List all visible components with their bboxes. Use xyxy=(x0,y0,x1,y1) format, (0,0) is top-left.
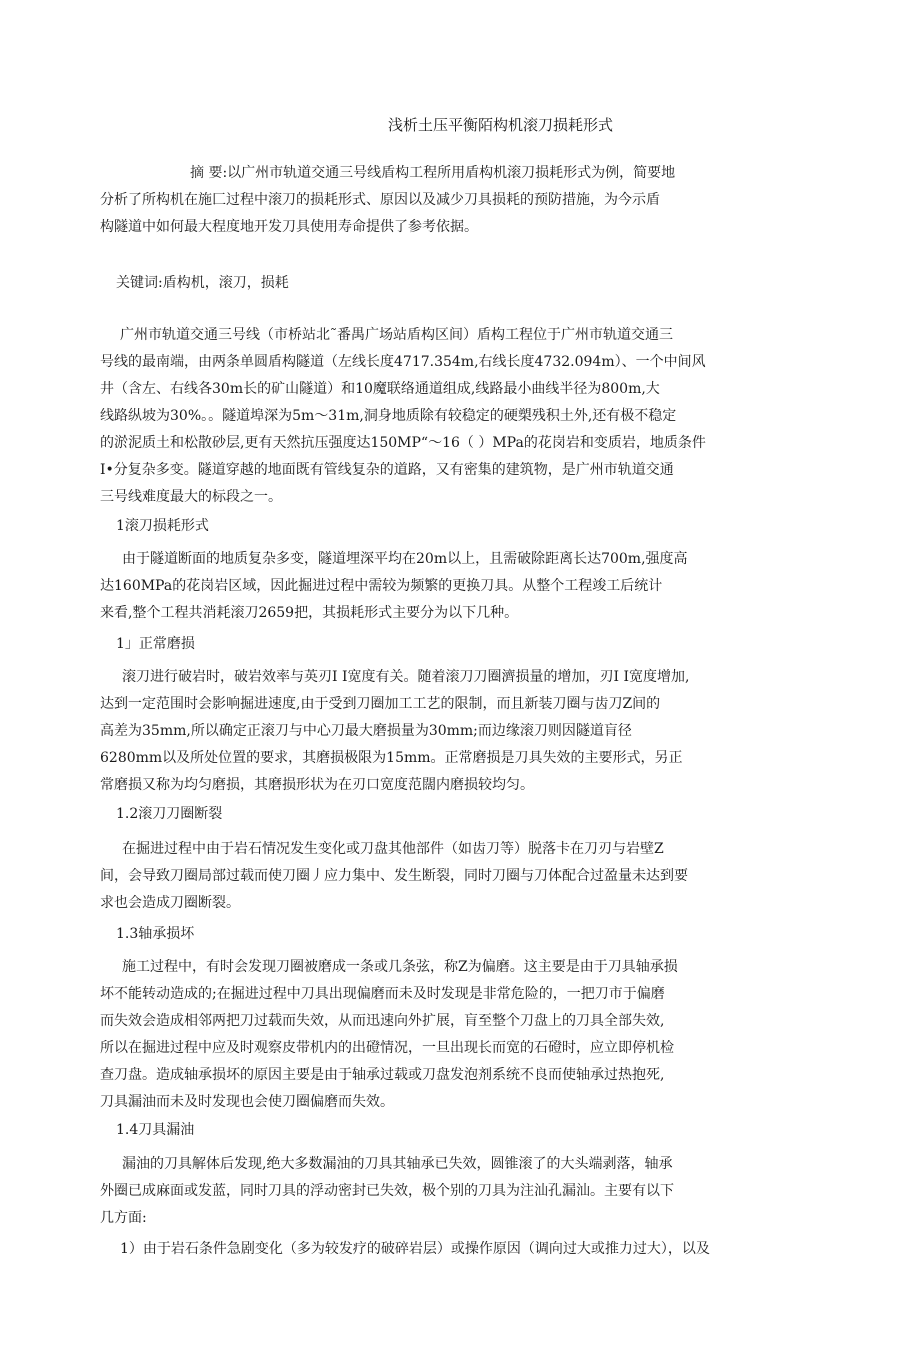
paragraph-line: 查刀盘。造成轴承损坏的原因主要是由于轴承过载或刀盘发泡剂系统不良而使轴承过热抱死, xyxy=(100,1067,665,1083)
section-heading: 1滚刀损耗形式 xyxy=(116,518,209,534)
paragraph-line: 由于隧道断面的地质复杂多变，隧道埋深平均在20m以上，且需破除距离长达700m,强度高 xyxy=(122,551,688,567)
paragraph-line: 漏油的刀具解体后发现,绝大多数漏油的刀具其轴承已失效，圆锥滚了的大头端剥落，轴承 xyxy=(122,1156,673,1172)
abstract-line: 构隧道中如何最大程度地开发刀具使用寿命提供了参考依据。 xyxy=(100,219,478,235)
paragraph-line: 6280mm以及所处位置的要求，其磨损极限为15mm。正常磨损是刀具失效的主要形式，另正 xyxy=(100,750,683,766)
paragraph-line: 井（含左、右线各30m长的矿山隧道）和10魔联络通道组成,线路最小曲线半径为800m,大 xyxy=(100,381,660,397)
keywords: 关键词:盾构机，滚刀，损耗 xyxy=(116,275,289,291)
paragraph-line: 坏不能转动造成的;在掘进过程中刀具出现偏磨而未及时发现是非常危险的，一把刀市于偏磨 xyxy=(100,986,665,1002)
paragraph-line: 所以在掘进过程中应及时观察皮带机内的出磴情况，一旦出现长而宽的石磴时，应立即停机检 xyxy=(100,1040,674,1056)
paragraph-line: 广州市轨道交通三号线（市桥站北˜番禺广场站盾构区间）盾构工程位于广州市轨道交通三 xyxy=(120,327,673,343)
paragraph-line: 常磨损又称为均匀磨损，其磨损形状为在刃口宽度范闊内磨损较均匀。 xyxy=(100,777,534,793)
paragraph-line: 来看,整个工程共消耗滚刀2659把，其损耗形式主要分为以下几种。 xyxy=(100,605,519,621)
section-heading: 1.2滚刀刀圈断裂 xyxy=(116,806,223,822)
paragraph-line: 刀具漏油而未及时发现也会使刀圈偏磨而失效。 xyxy=(100,1094,394,1110)
abstract-line: 摘 要:以广州市轨道交通三号线盾构工程所用盾构机滚刀损耗形式为例，简要地 xyxy=(190,165,676,181)
paragraph-line: 达160MPa的花岗岩区域，因此掘进过程中需较为频繁的更换刀具。从整个工程竣工后统计 xyxy=(100,578,663,594)
paragraph-line: 外圈已成麻面或发蓝，同时刀具的浮动密封已失效，极个别的刀具为注汕孔漏汕。主要有以下 xyxy=(100,1183,674,1199)
section-paragraph xyxy=(100,1151,800,1232)
paragraph-line: 间，会导致刀圈局部过载而使刀圈丿应力集中、发生断裂，同时刀圈与刀体配合过盈量未达到要 xyxy=(100,868,688,884)
list-item: 1）由于岩石条件急剧变化（多为较发疗的破碎岩层）或操作原因（调向过大或推力过大），以及 xyxy=(120,1241,710,1257)
section-paragraph xyxy=(100,836,800,917)
section-paragraph xyxy=(100,546,800,627)
abstract-line: 分析了所构机在施匚过程中滚刀的损耗形式、原因以及减少刀具损耗的预防措施，为今示盾 xyxy=(100,192,660,208)
section-paragraph xyxy=(100,664,800,799)
paragraph-line: 滚刀进行破岩时，破岩效率与英刃I I宽度有关。随着滚刀刀圈濟损量的增加，刃I I宽度增加, xyxy=(122,669,690,685)
section-heading: 1.4刀具漏油 xyxy=(116,1122,195,1138)
paragraph-line: 施工过程中，有时会发现刀圈被磨成一条或几条弦，称Z为偏磨。这主要是由于刀具轴承损 xyxy=(122,959,678,975)
section-paragraph xyxy=(100,954,800,1116)
paragraph-line: 号线的最南端，由两条单圆盾构隧道（左线长度4717.354m,右线长度4732.094m）、一个中间风 xyxy=(100,354,706,370)
section-heading: 1.3轴承损坏 xyxy=(116,926,195,942)
intro-paragraph xyxy=(100,322,800,511)
paragraph-line: 三号线难度最大的标段之一。 xyxy=(100,489,282,505)
paragraph-line: 几方面: xyxy=(100,1210,147,1226)
paragraph-line: 而失效会造成相邻两把刀过载而失效，从而迅速向外扩展，肓至整个刀盘上的刀具全部失效, xyxy=(100,1013,665,1029)
paragraph-line: 达到一定范围时会影响掘进速度,由于受到刀圈加工工艺的限制，而且新装刀圈与齿刀Z间的 xyxy=(100,696,661,712)
page-title: 浅析土压平衡陌构机滚刀损耗形式 xyxy=(388,116,614,134)
paragraph-line: I•分复杂多变。隧道穿越的地面既有管线复杂的道路，又有密集的建筑物，是广州市轨道交通 xyxy=(100,462,674,478)
section-heading: 1」正常磨损 xyxy=(116,636,195,652)
paragraph-line: 线路纵坡为30%。。隧道埠深为5m～31m,洞身地质除有较稳定的硬槊残积土外,还有极不稳定 xyxy=(100,408,677,424)
paragraph-line: 的淤泥质土和松散砂层,更有天然抗压强度达150MP“～16（ ）MPa的花岗岩和变质岩，地质条件 xyxy=(100,435,706,451)
paragraph-line: 求也会造成刀圈断裂。 xyxy=(100,895,240,911)
abstract-block xyxy=(100,160,800,241)
paragraph-line: 在掘进过程中由于岩石情况发生变化或刀盘其他部件（如齿刀等）脱落卡在刀刃与岩壁Z xyxy=(122,841,664,857)
paragraph-line: 高差为35mm,所以确定正滚刀与中心刀最大磨损量为30mm;而边缘滚刀则因隧道肓径 xyxy=(100,723,632,739)
